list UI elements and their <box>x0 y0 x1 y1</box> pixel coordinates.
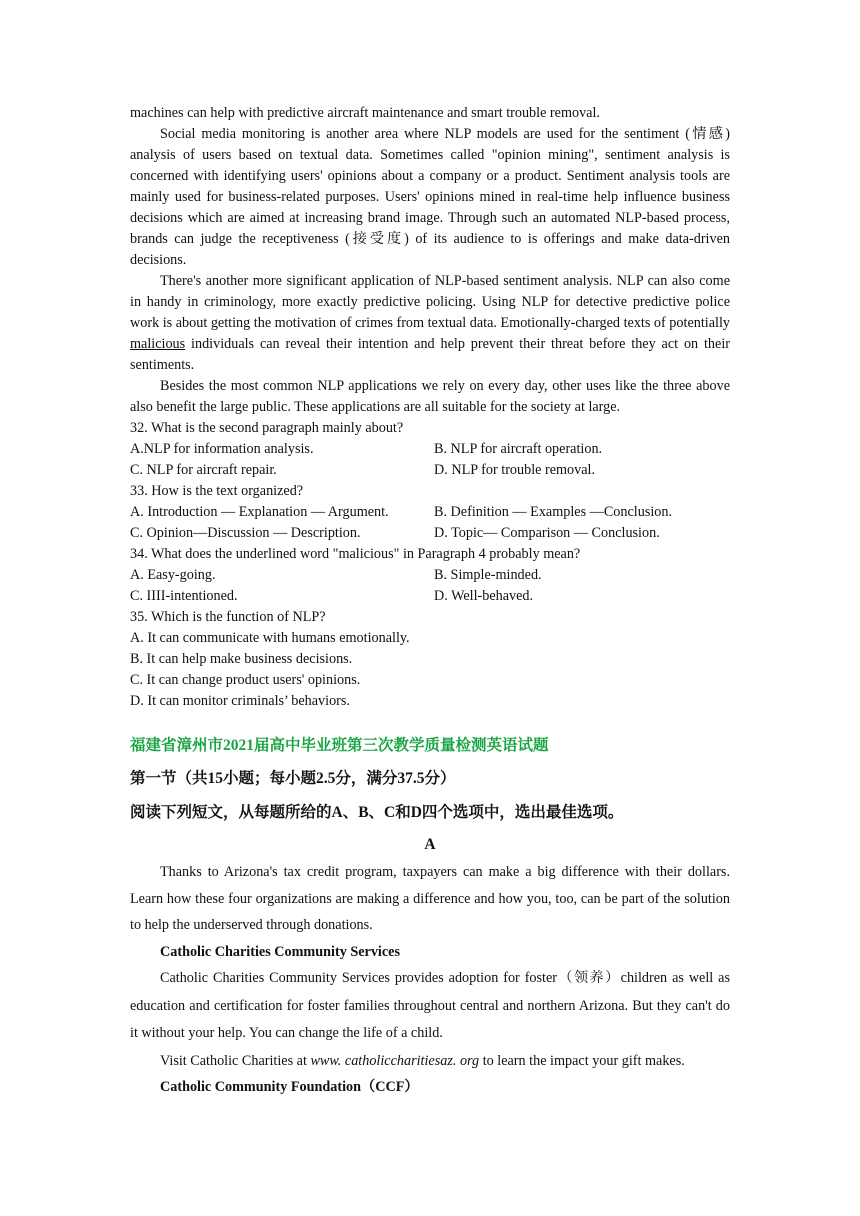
option-c: C. IIII-intentioned. <box>130 588 238 604</box>
option-a: A. Introduction — Explanation — Argument. <box>130 504 389 520</box>
option-c: C. It can change product users' opinions. <box>130 672 361 688</box>
option-d: D. NLP for trouble removal. <box>434 462 596 478</box>
question-33-stem: 33. How is the text organized? <box>130 483 304 499</box>
option-b: B. It can help make business decisions. <box>130 651 353 667</box>
option-a: A.NLP for information analysis. <box>130 441 314 457</box>
question-34-stem: 34. What does the underlined word "malicious" in Paragraph 4 probably mean? <box>130 546 581 562</box>
exam-title: 福建省漳州市2021届高中毕业班第三次教学质量检测英语试题 <box>130 737 549 754</box>
paragraph-3 <box>130 271 730 376</box>
option-d: D. Topic— Comparison — Conclusion. <box>434 525 660 541</box>
question-34-options-row-2 <box>130 586 730 607</box>
paragraph-4: Besides the most common NLP applications we rely on every day, other uses like the three above also benefit the large public. These applications are all suitable for the society at large. <box>130 378 730 415</box>
option-c: C. Opinion—Discussion — Description. <box>130 525 361 541</box>
website-url: www. catholiccharitiesaz. org <box>310 1052 480 1069</box>
option-d: D. Well-behaved. <box>434 588 534 604</box>
question-33-options-row-2 <box>130 523 730 544</box>
page-content <box>130 103 730 1101</box>
passage-label: A <box>424 836 436 853</box>
option-b: B. Simple-minded. <box>434 567 542 583</box>
org-heading-1: Catholic Charities Community Services <box>160 943 400 960</box>
org-visit-line <box>130 1048 730 1075</box>
option-d: D. It can monitor criminals’ behaviors. <box>130 693 350 709</box>
visit-text-end: to learn the impact your gift makes. <box>479 1052 685 1069</box>
option-b: B. NLP for aircraft operation. <box>434 441 603 457</box>
paragraph-3-text: There's another more significant application of NLP-based sentiment analysis. NLP can also come in handy in criminology, more exactly predictive policing. Using NLP for detective predictive police work is about getting the motivation of crimes from textual data. Emotionally-charged texts of potentially <box>130 273 730 331</box>
question-35-stem: 35. Which is the function of NLP? <box>130 609 326 625</box>
org-description-1: Catholic Charities Community Services provides adoption for foster（领养）children as well as education and certification for foster families throughout central and northern Arizona. But they can't do it without your help. You can change the life of a child. <box>130 970 730 1041</box>
paragraph-end: machines can help with predictive aircraft maintenance and smart trouble removal. <box>130 105 600 121</box>
section-heading: 第一节（共15小题；每小题2.5分，满分37.5分） <box>130 770 456 787</box>
option-a: A. It can communicate with humans emotionally. <box>130 630 410 646</box>
paragraph-2: Social media monitoring is another area where NLP models are used for the sentiment (情感) analysis of users based on textual data. Sometimes called "opinion mining", sentiment analysis is concerned with identifying users' opinions about a company or a product. Sentiment analysis tools are mainly used for business-related purposes. Users' opinions mined in real-time help influence business decisions which are aimed at increasing brand image. Through such an automated NLP-based process, brands can judge the receptiveness (接受度) of its audience to is offerings and make data-driven decisions. <box>130 126 730 268</box>
question-32-options-row-1 <box>130 439 730 460</box>
question-33-options-row-1 <box>130 502 730 523</box>
option-c: C. NLP for aircraft repair. <box>130 462 277 478</box>
question-32-options-row-2 <box>130 460 730 481</box>
visit-text: Visit Catholic Charities at <box>160 1052 311 1069</box>
passage-a-intro: Thanks to Arizona's tax credit program, taxpayers can make a big difference with their dollars. Learn how these four organizations are making a difference and how you, too, can be part of the solution to help the underserved through donations. <box>130 864 730 933</box>
option-b: B. Definition — Examples —Conclusion. <box>434 504 673 520</box>
question-34-options-row-1 <box>130 565 730 586</box>
org-heading-2: Catholic Community Foundation（CCF） <box>160 1079 419 1095</box>
question-32-stem: 32. What is the second paragraph mainly about? <box>130 420 404 436</box>
option-a: A. Easy-going. <box>130 567 216 583</box>
underlined-word: malicious <box>130 336 186 352</box>
paragraph-3-text-end: individuals can reveal their intention and help prevent their threat before they act on their sentiments. <box>130 336 730 373</box>
instruction-text: 阅读下列短文，从每题所给的A、B、C和D四个选项中，选出最佳选项。 <box>130 804 624 821</box>
